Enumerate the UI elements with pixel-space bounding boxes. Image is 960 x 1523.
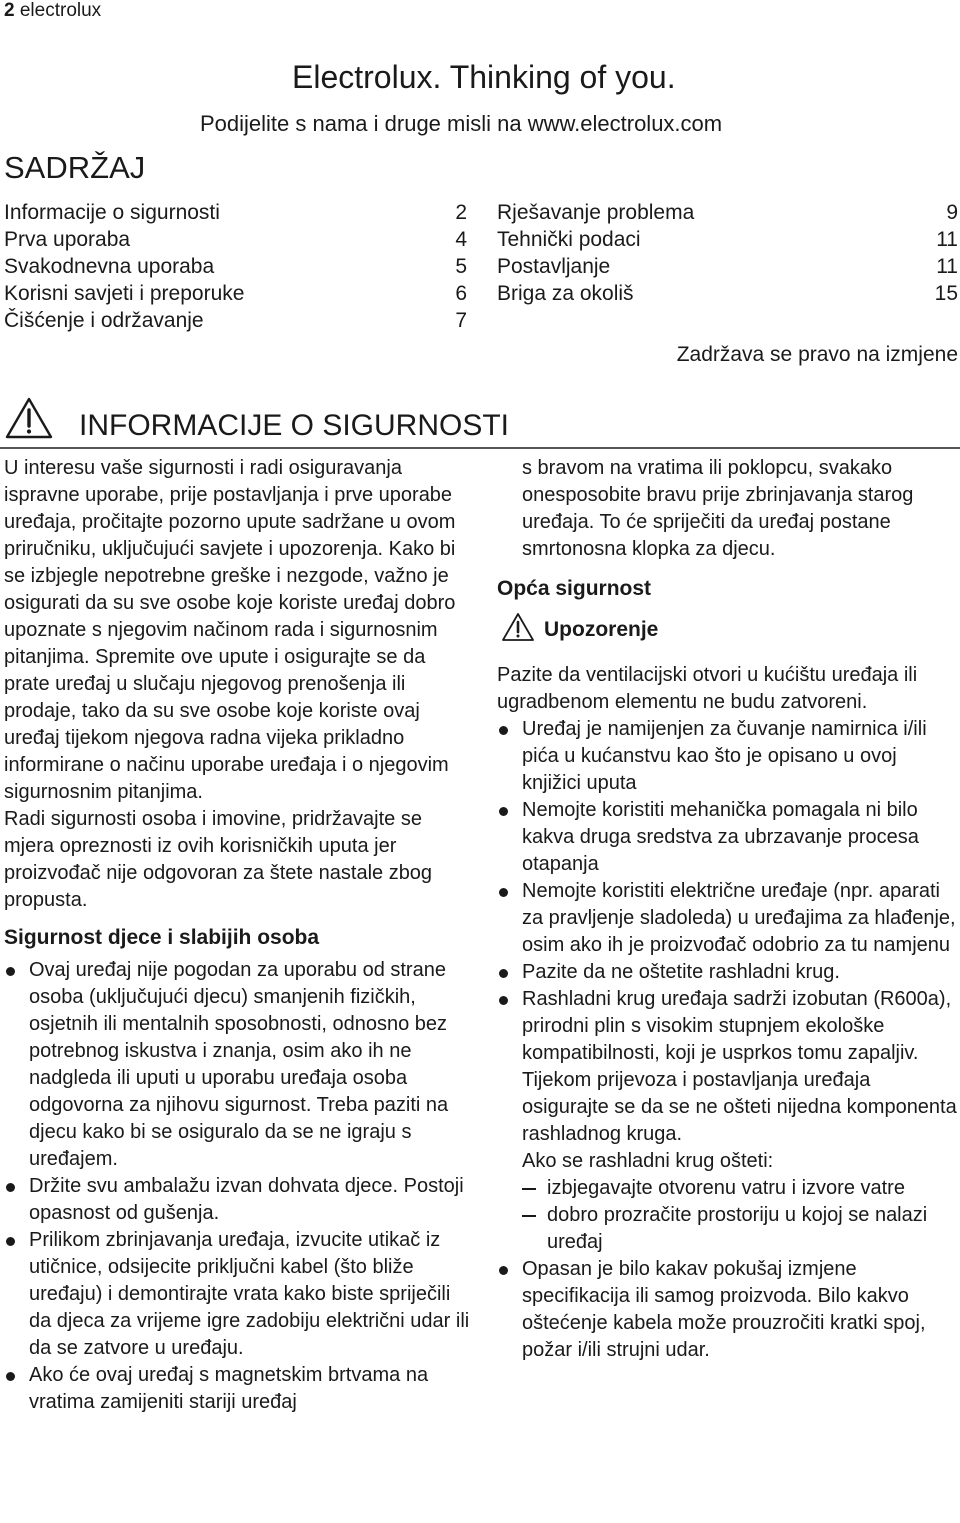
toc-entry[interactable]	[4, 307, 467, 334]
toc-entry-label: Korisni savjeti i preporuke	[4, 282, 245, 305]
toc-entry-page: 5	[455, 255, 467, 278]
share-line: Podijelite s nama i druge misli na www.electrolux.com	[200, 111, 723, 136]
toc-entry[interactable]	[4, 226, 467, 253]
toc-left-column	[4, 199, 467, 334]
general-safety-heading: Opća sigurnost	[497, 577, 652, 600]
list-item: Ovaj uređaj nije pogodan za uporabu od strane osoba (uključujući djecu) smanjenih fizičkih, osjetnih ili mentalnih sposobnosti, odnosno bez potrebnog iskustva i znanja, osim ako ih ne nadgleda ili uputi u uporabu uređaja osoba odgovorna za njihovu sigurnost. Treba paziti na djecu kako bi se osiguralo da se ne igraju s uređajem.	[4, 957, 474, 1173]
left-text-column	[4, 455, 474, 1416]
toc-entry[interactable]	[497, 253, 958, 280]
list-item: Opasan je bilo kakav pokušaj izmjene specifikacija ili samog proizvoda. Bilo kakvo oštećenje kabela može prouzročiti kratki spoj, požar i/ili strujni udar.	[497, 1256, 959, 1364]
dash-item: dobro prozračite prostoriju u kojoj se nalazi uređaj	[497, 1202, 959, 1256]
toc-entry-label: Svakodnevna uporaba	[4, 255, 215, 278]
toc-entry[interactable]	[4, 253, 467, 280]
toc-entry-page: 6	[455, 282, 467, 305]
toc-entry[interactable]	[497, 226, 958, 253]
intro-paragraph: U interesu vaše sigurnosti i radi osiguravanja ispravne uporabe, prije postavljanja i prve uporabe uređaja, pročitajte pozorno upute sadržane u ovom priručniku, uključujući savjete i upozorenja. Kako bi se izbjegle nepotrebne greške i nezgode, važno je osigurati da su sve osobe koje koriste uređaj dobro upoznate s njegovim načinom rada i sigurnosnim pitanjima. Spremite ove upute i osigurajte se da prate uređaj u slučaju njegovog prenošenja ili prodaje, tako da su sve osobe koje koriste ovaj uređaj tijekom njegova radna vijeka prikladno informirane o načinu uporabe uređaja i o njegovim sigurnosnim pitanjima.	[4, 457, 456, 803]
toc-entry-label: Postavljanje	[497, 255, 611, 278]
warning-small-icon	[501, 612, 535, 642]
toc-entry-page: 4	[455, 228, 467, 251]
list-item: Ako će ovaj uređaj s magnetskim brtvama na vratima zamijeniti stariji uređaj	[4, 1362, 474, 1416]
warning-callout	[497, 610, 959, 650]
children-safety-heading: Sigurnost djece i slabijih osoba	[4, 926, 320, 949]
toc-entry-label: Informacije o sigurnosti	[4, 201, 220, 224]
toc-entry-label: Tehnički podaci	[497, 228, 641, 251]
warning-text: Pazite da ventilacijski otvori u kućištu uređaja ili ugradbenom elementu ne budu zatvoreni.	[497, 664, 918, 713]
toc-entry[interactable]	[497, 199, 958, 226]
right-text-column	[497, 455, 959, 1364]
section-divider	[0, 447, 960, 449]
toc-entry-page: 9	[946, 201, 958, 224]
page-header	[4, 0, 101, 22]
dash-item: izbjegavajte otvorenu vatru i izvore vatre	[497, 1175, 959, 1202]
toc-entry-label: Prva uporaba	[4, 228, 131, 251]
toc-entry-label: Rješavanje problema	[497, 201, 695, 224]
toc-entry[interactable]	[4, 199, 467, 226]
list-item: Nemojte koristiti mehanička pomagala ni bilo kakva druga sredstva za ubrzavanje procesa otapanja	[497, 797, 959, 878]
toc-entry-page: 11	[936, 255, 958, 278]
damage-intro: Ako se rashladni krug ošteti:	[522, 1150, 774, 1172]
brand-name: electrolux	[19, 0, 102, 21]
list-item: Nemojte koristiti električne uređaje (npr. aparati za pravljenje sladoleda) u uređajima za hlađenje, osim ako ih je proizvođač odobrio za tu namjenu	[497, 878, 959, 959]
warning-triangle-icon	[4, 396, 54, 445]
tagline: Electrolux. Thinking of you.	[292, 59, 676, 95]
rights-note: Zadržava se pravo na izmjene	[676, 343, 958, 366]
list-item: Rashladni krug uređaja sadrži izobutan (R600a), prirodni plin s visokim stupnjem ekološke kompatibilnosti, koji je usprkos tomu zapaljiv.	[497, 986, 959, 1067]
toc-title: SADRŽAJ	[4, 150, 146, 185]
toc-entry-page: 7	[455, 309, 467, 332]
toc-entry-label: Briga za okoliš	[497, 282, 634, 305]
toc-right-column	[497, 199, 958, 307]
continued-paragraph: s bravom na vratima ili poklopcu, svakako onesposobite bravu prije zbrinjavanja starog uređaja. To će spriječiti da uređaj postane smrtonosna klopka za djecu.	[522, 457, 914, 560]
warning-label: Upozorenje	[544, 618, 659, 641]
toc-entry-label: Čišćenje i održavanje	[4, 309, 204, 332]
children-safety-list	[4, 957, 474, 1416]
intro-paragraph-2: Radi sigurnosti osoba i imovine, pridržavajte se mjera opreznosti iz ovih korisničkih uputa jer proizvođač nije odgovoran za štete nastale zbog propusta.	[4, 808, 433, 911]
toc-entry-page: 15	[934, 282, 958, 305]
toc-entry-page: 2	[455, 201, 467, 224]
page-number: 2	[4, 0, 15, 21]
toc-entry[interactable]	[4, 280, 467, 307]
section-title: INFORMACIJE O SIGURNOSTI	[79, 409, 510, 442]
list-item: Prilikom zbrinjavanja uređaja, izvucite utikač iz utičnice, odsijecite priključni kabel (što bliže uređaju) i demontirajte vrata kako biste spriječili da djeca za vrijeme igre zadobiju električni udar ili da se zatvore u uređaju.	[4, 1227, 474, 1362]
toc-entry-page: 11	[936, 228, 958, 251]
toc-entry[interactable]	[497, 280, 958, 307]
transport-paragraph: Tijekom prijevoza i postavljanja uređaja osigurajte se da se ne ošteti nijedna komponenta rashladnog kruga.	[522, 1069, 957, 1145]
general-safety-list	[497, 716, 959, 1364]
list-item: Uređaj je namijenjen za čuvanje namirnica i/ili pića u kućanstvu kao što je opisano u ovoj knjižici uputa	[497, 716, 959, 797]
list-item: Držite svu ambalažu izvan dohvata djece. Postoji opasnost od gušenja.	[4, 1173, 474, 1227]
list-item: Pazite da ne oštetite rashladni krug.	[497, 959, 959, 986]
